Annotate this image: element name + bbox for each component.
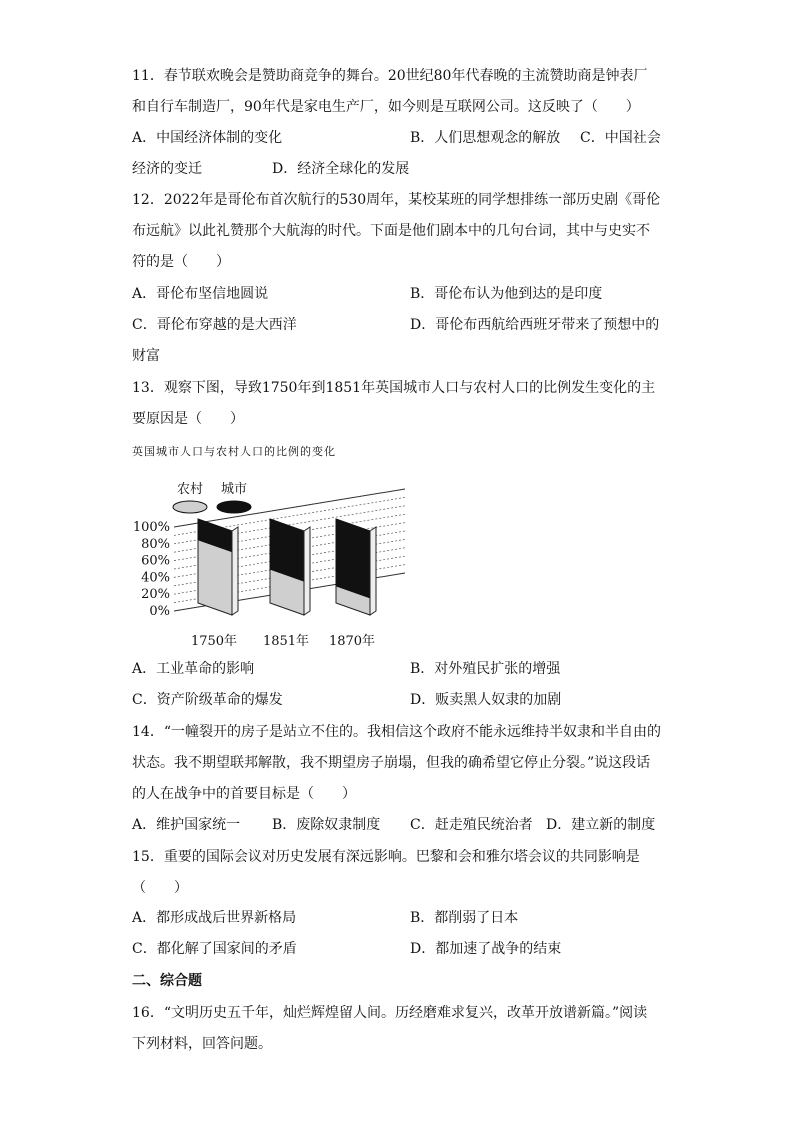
section-heading: 二、综合题	[132, 973, 202, 989]
q12-stem-line3: 符的是（ ）	[132, 254, 230, 270]
q12-option-b: B．哥伦布认为他到达的是印度	[410, 286, 603, 302]
population-ratio-chart	[130, 465, 420, 650]
chart-bars	[198, 519, 376, 615]
q12-stem-line2: 布远航》以此礼赞那个大航海的时代。下面是他们剧本中的几句台词，其中与史实不	[132, 223, 650, 239]
q11-option-c: C．中国社会	[580, 130, 661, 146]
q11-option-b: B．人们思想观念的解放	[410, 130, 561, 146]
q13-stem-line2: 要原因是（ ）	[132, 411, 244, 427]
bar-group-1750年	[198, 519, 238, 615]
q11-stem-line2: 和自行车制造厂，90年代是家电生产厂，如今则是互联网公司。这反映了（ ）	[132, 99, 640, 115]
legend-label: 城市	[220, 482, 248, 497]
q12-option-a: A．哥伦布坚信地圆说	[132, 286, 269, 302]
q15-option-b: B．都削弱了日本	[410, 910, 519, 926]
q11-option-d: D．经济全球化的发展	[272, 161, 410, 177]
q13-stem-line1: 13．观察下图，导致1750年到1851年英国城市人口与农村人口的比例发生变化的主	[132, 380, 656, 396]
q15-stem-line1: 15．重要的国际会议对历史发展有深远影响。巴黎和会和雅尔塔会议的共同影响是	[132, 849, 640, 865]
q14-option-d: D．建立新的制度	[546, 817, 656, 833]
q12-option-d-continued: 财富	[132, 348, 160, 364]
chart-title: 英国城市人口与农村人口的比例的变化	[132, 445, 336, 458]
q11-stem-line1: 11．春节联欢晚会是赞助商竞争的舞台。20世纪80年代春晚的主流赞助商是钟表厂	[132, 68, 648, 84]
bar-side	[232, 527, 238, 615]
rural-bar	[198, 540, 232, 615]
q13-option-b: B．对外殖民扩张的增强	[410, 661, 561, 677]
q16-stem-line2: 下列材料，回答问题。	[132, 1036, 272, 1052]
legend-swatch	[217, 501, 251, 513]
y-tick-label: 100%	[132, 520, 170, 535]
q12-option-d: D．哥伦布西航给西班牙带来了预想中的	[410, 317, 660, 333]
chart-y-axis	[133, 520, 170, 619]
q13-option-c: C．资产阶级革命的爆发	[132, 692, 283, 708]
urban-bar	[336, 519, 370, 598]
x-tick-label: 1851年	[262, 634, 310, 649]
y-tick-label: 20%	[141, 587, 170, 603]
chart-legend	[173, 481, 251, 513]
x-tick-label: 1750年	[190, 634, 238, 649]
legend-label: 农村	[176, 482, 204, 497]
q15-option-c: C．都化解了国家间的矛盾	[132, 941, 297, 957]
legend-swatch	[173, 501, 207, 513]
q13-option-a: A．工业革命的影响	[132, 661, 255, 677]
panel-top-edge	[174, 489, 405, 527]
q12-option-c: C．哥伦布穿越的是大西洋	[132, 317, 297, 333]
bar-side	[304, 527, 310, 615]
q14-option-b: B．废除奴隶制度	[272, 817, 381, 833]
q14-stem-line2: 状态。我不期望联邦解散，我不期望房子崩塌，但我的确希望它停止分裂。”说这段话	[132, 755, 651, 771]
y-tick-label: 40%	[141, 570, 170, 586]
y-tick-label: 80%	[141, 536, 170, 552]
q12-stem-line1: 12．2022年是哥伦布首次航行的530周年，某校某班的同学想排练一部历史剧《哥伦	[132, 192, 661, 208]
chart-x-axis	[191, 633, 375, 649]
x-tick-label: 1870年	[328, 634, 376, 649]
q11-option-c-continued: 经济的变迁	[132, 161, 202, 177]
q13-option-d: D．贩卖黑人奴隶的加剧	[410, 692, 562, 708]
y-tick-label: 60%	[141, 553, 170, 569]
q15-option-a: A．都形成战后世界新格局	[132, 910, 297, 926]
bar-side	[370, 527, 376, 615]
bar-group-1851年	[270, 519, 310, 615]
y-tick-label: 0%	[149, 604, 170, 619]
q15-option-d: D．都加速了战争的结束	[410, 941, 562, 957]
bar-group-1870年	[336, 519, 376, 615]
q14-option-c: C．赶走殖民统治者	[410, 817, 533, 833]
q14-stem-line1: 14．“一幢裂开的房子是站立不住的。我相信这个政府不能永远维持半奴隶和半自由的	[132, 724, 661, 740]
q14-option-a: A．维护国家统一	[132, 817, 241, 833]
q11-option-a: A．中国经济体制的变化	[132, 130, 283, 146]
q16-stem-line1: 16．“文明历史五千年，灿烂辉煌留人间。历经磨难求复兴，改革开放谱新篇。”阅读	[132, 1005, 648, 1021]
q15-stem-line2: （ ）	[132, 880, 188, 896]
q14-stem-line3: 的人在战争中的首要目标是（ ）	[132, 786, 356, 802]
